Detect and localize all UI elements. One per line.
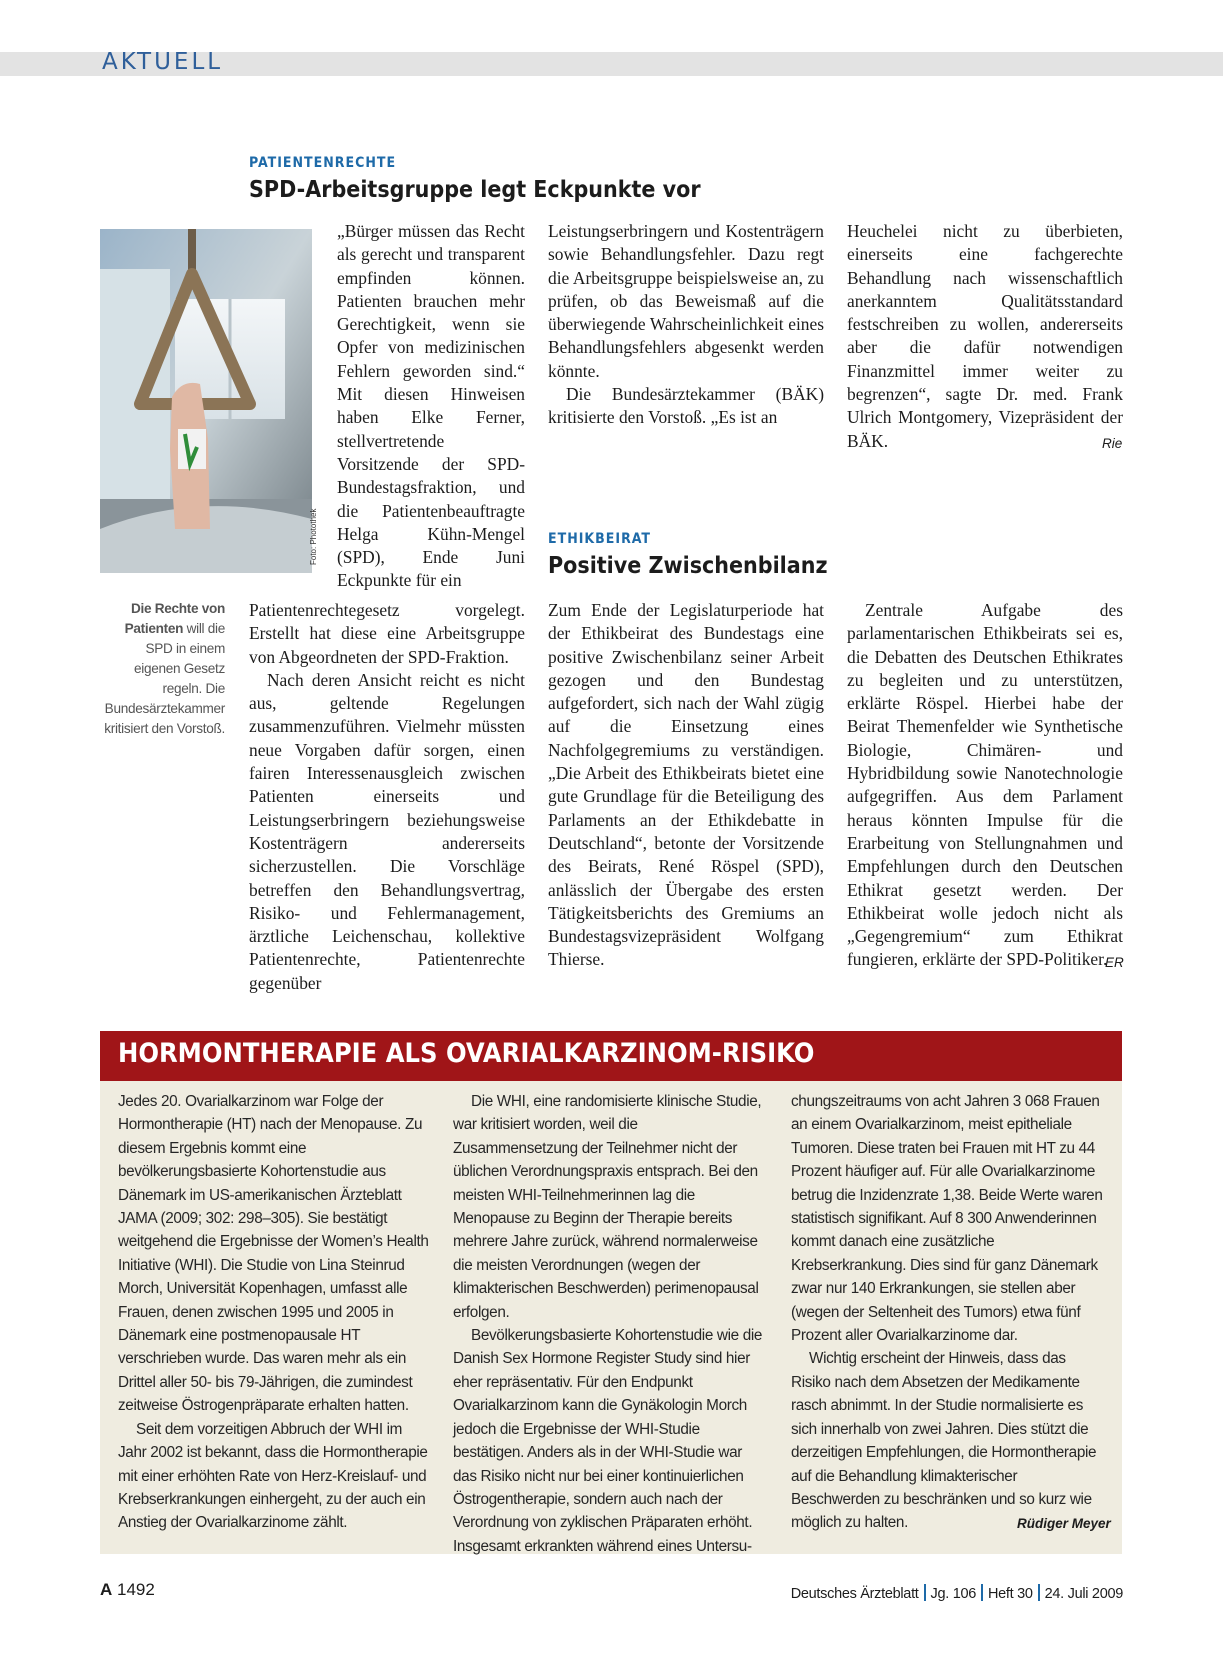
- section-header: AKTUELL: [102, 49, 224, 75]
- photo-credit: Foto: Photothek: [309, 508, 318, 565]
- journal-issue: Heft 30: [988, 1586, 1033, 1602]
- box-paragraph: Bevölkerungsbasierte Kohortenstudie wie die Danish Sex Hormone Register Study sind hier eher repräsentativ. Für den Endpunkt Ovarialkarzinom kann die Gynäkologin Morch jedoch die Ergebnisse der WHI-Studie bestätigen. Anders als in der WHI-Studie war das Risiko nicht nur bei einer kontinuierlichen Östrogentherapie, sondern auch nach der Verordnung von zyklischen Präparaten erhöht. Insgesamt erkrankten während eines Untersu-: [453, 1327, 763, 1555]
- article1-col2: [548, 220, 824, 430]
- separator: [1038, 1584, 1040, 1601]
- journal-name: Deutsches Ärzteblatt: [790, 1586, 919, 1602]
- article1-paragraph: Patientenrechtegesetz vorgelegt. Erstellt hat diese eine Arbeitsgruppe von Abgeordneten der SPD-Fraktion.: [249, 600, 525, 667]
- article1-paragraph: „Bürger müssen das Recht als gerecht und transparent empfinden können. Patienten brauchen mehr Gerechtigkeit, wenn sie Opfer von medizinischen Fehlern geworden sind.“ Mit diesen Hinweisen haben Elke Ferner, stellvertretende Vorsitzende der SPD-Bundestagsfraktion, und die Patientenbeauftragte Helga Kühn-Mengel (SPD), Ende Juni Eckpunkte für ein: [337, 221, 525, 591]
- journal-volume: Jg. 106: [930, 1586, 976, 1602]
- article2-col1: [548, 599, 824, 972]
- article1-col1-top: [337, 220, 525, 593]
- article1-paragraph: Leistungserbringern und Kostenträgern sowie Behandlungsfehler. Dazu regt die Arbeitsgruppe beispielsweise an, zu prüfen, ob das Beweismaß auf die überwiegende Wahrscheinlichkeit eines Behandlungsfehlers abgesenkt werden könnte.: [548, 221, 824, 381]
- page-number-value: 1492: [117, 1580, 155, 1599]
- photo-caption: [100, 599, 225, 739]
- page-letter: A: [100, 1580, 113, 1599]
- box-col3: [791, 1090, 1103, 1535]
- box-paragraph: Jedes 20. Ovarialkarzinom war Folge der Hormontherapie (HT) nach der Menopause. Zu diesem Ergebnis kommt eine bevölkerungsbasierte Kohortenstudie aus Dänemark im US-amerikanischen Ärzteblatt JAMA (2009; 302: 298–305). Sie bestätigt weitgehend die Ergebnisse der Women’s Health Initiative (WHI). Die Studie von Lina Steinrud Morch, Universität Kopenhagen, umfasst alle Frauen, denen zwischen 1995 und 2005 in Dänemark eine postmenopausale HT verschrieben wurde. Das waren mehr als ein Drittel aller 50- bis 79-Jährigen, die zumindest zeitweise Östrogenpräparate erhalten hatten.: [118, 1093, 429, 1415]
- article1-paragraph: Heuchelei nicht zu überbieten, einerseits eine fachgerechte Behandlung nach wissenschaftlich anerkanntem Qualitätsstandard festschreiben zu wollen, andererseits aber die dafür notwendigen Finanzmittel immer weiter zu begrenzen“, sagte Dr. med. Frank Ulrich Montgomery, Vizepräsident der BÄK.: [847, 221, 1123, 451]
- article1-headline: SPD-Arbeitsgruppe legt Eckpunkte vor: [249, 177, 701, 203]
- article1-kicker: PATIENTENRECHTE: [249, 155, 397, 171]
- article2-paragraph: Zentrale Aufgabe des parlamentarischen Ethikbeirats sei es, die Debatten des Deutschen Ethikrates zu begleiten und zu unterstützen, erklärte Röspel. Hierbei habe der Beirat Themenfelder wie Synthetische Biologie, Chimären- und Hybridbildung sowie Nanotechnologie aufgegriffen. Aus dem Parlament heraus könnten Impulse für die Erarbeitung von Stellungnahmen und Empfehlungen durch den Deutschen Ethikrat gesetzt werden. Der Ethikbeirat wolle jedoch nicht als „Gegengremium“ zum Ethikrat fungieren, erklärte der SPD-Politiker.: [847, 600, 1123, 970]
- article1-col1-bottom: [249, 599, 525, 995]
- article2-headline: Positive Zwischenbilanz: [548, 553, 828, 579]
- article2-kicker: ETHIKBEIRAT: [548, 531, 652, 547]
- journal-date: 24. Juli 2009: [1044, 1586, 1123, 1602]
- box-paragraph: chungszeitraums von acht Jahren 3 068 Frauen an einem Ovarialkarzinom, meist epitheliale Tumoren. Diese traten bei Frauen mit HT zu 44 Prozent häufiger auf. Für alle Ovarialkarzinome betrug die Inzidenzrate 1,38. Beide Werte waren statistisch signifikant. Auf 8 300 Anwenderinnen kommt danach eine zusätzliche Krebserkrankung. Dies sind für ganz Dänemark zwar nur 140 Erkrankungen, sie stellen aber (wegen der Seltenheit des Tumors) etwa fünf Prozent aller Ovarialkarzinome dar.: [791, 1093, 1103, 1345]
- caption-text: will die SPD in einem eigenen Gesetz regeln. Die Bundesärztekammer kritisiert den Vorstoß.: [104, 621, 225, 736]
- separator: [981, 1584, 983, 1601]
- hospital-photo: [100, 229, 312, 573]
- box-paragraph: Seit dem vorzeitigen Abbruch der WHI im Jahr 2002 ist bekannt, dass die Hormontherapie mit einer erhöhten Rate von Herz-Kreislauf- und Krebserkrankungen einhergeht, zu der auch ein Anstieg der Ovarialkarzinome zählt.: [118, 1420, 428, 1532]
- article1-paragraph: Nach deren Ansicht reicht es nicht aus, geltende Regelungen zusammenzuführen. Vielmehr müssten neue Vorgaben dafür sorgen, einen fairen Interessenausgleich zwischen Patienten einerseits und Leistungserbringern beziehungsweise Kostenträgern andererseits sicherzustellen. Die Vorschläge betreffen den Behandlungsvertrag, Risiko- und Fehlermanagement, ärztliche Leichenschau, kollektive Patientenrechte, Patientenrechte gegenüber: [249, 669, 525, 993]
- article1-signature: Rie: [1102, 436, 1123, 451]
- article2-col2: [847, 599, 1123, 972]
- box-paragraph: Wichtig erscheint der Hinweis, dass das Risiko nach dem Absetzen der Medikamente rasch abnimmt. In der Studie normalisierte es sich innerhalb von zwei Jahren. Dies stützt die derzeitigen Empfehlungen, die Hormontherapie auf die Behandlung klimakterischer Beschwerden zu beschränken und so kurz wie möglich zu halten.: [791, 1350, 1097, 1532]
- separator: [924, 1584, 926, 1601]
- footer-source: [791, 1584, 1123, 1602]
- box-title: HORMONTHERAPIE ALS OVARIALKARZINOM-RISIKO: [118, 1038, 815, 1069]
- article1-paragraph: Die Bundesärztekammer (BÄK) kritisierte den Vorstoß. „Es ist an: [548, 384, 824, 428]
- page-number: [100, 1580, 155, 1600]
- box-paragraph: Die WHI, eine randomisierte klinische Studie, war kritisiert worden, weil die Zusammensetzung der Teilnehmer nicht der üblichen Verordnungspraxis entsprach. Bei den meisten WHI-Teilnehmerinnen lag die Menopause zu Beginn der Therapie bereits mehrere Jahre zurück, während normalerweise die meisten Verordnungen (wegen der klimakterischen Beschwerden) perimenopausal erfolgen.: [453, 1093, 762, 1321]
- caption-bold: Die Rechte von Patienten: [124, 601, 225, 636]
- box-signature: Rüdiger Meyer: [1017, 1516, 1111, 1531]
- article1-col3: [847, 220, 1123, 453]
- box-col2: [453, 1090, 765, 1558]
- article2-signature: ER: [1105, 955, 1124, 970]
- box-col1: [118, 1090, 430, 1535]
- article2-paragraph: Zum Ende der Legislaturperiode hat der Ethikbeirat des Bundestags eine positive Zwischenbilanz seiner Arbeit gezogen und den Bundestag aufgefordert, sich nach der Wahl zügig auf die Einsetzung eines Nachfolgegremiums zu verständigen. „Die Arbeit des Ethikbeirats bietet eine gute Grundlage für die Beteiligung des Parlaments an der Ethikdebatte in Deutschland“, betonte der Vorsitzende des Beirats, René Röspel (SPD), anlässlich der Übergabe des ersten Tätigkeitsberichts des Gremiums an Bundestagsvizepräsident Wolfgang Thierse.: [548, 600, 824, 970]
